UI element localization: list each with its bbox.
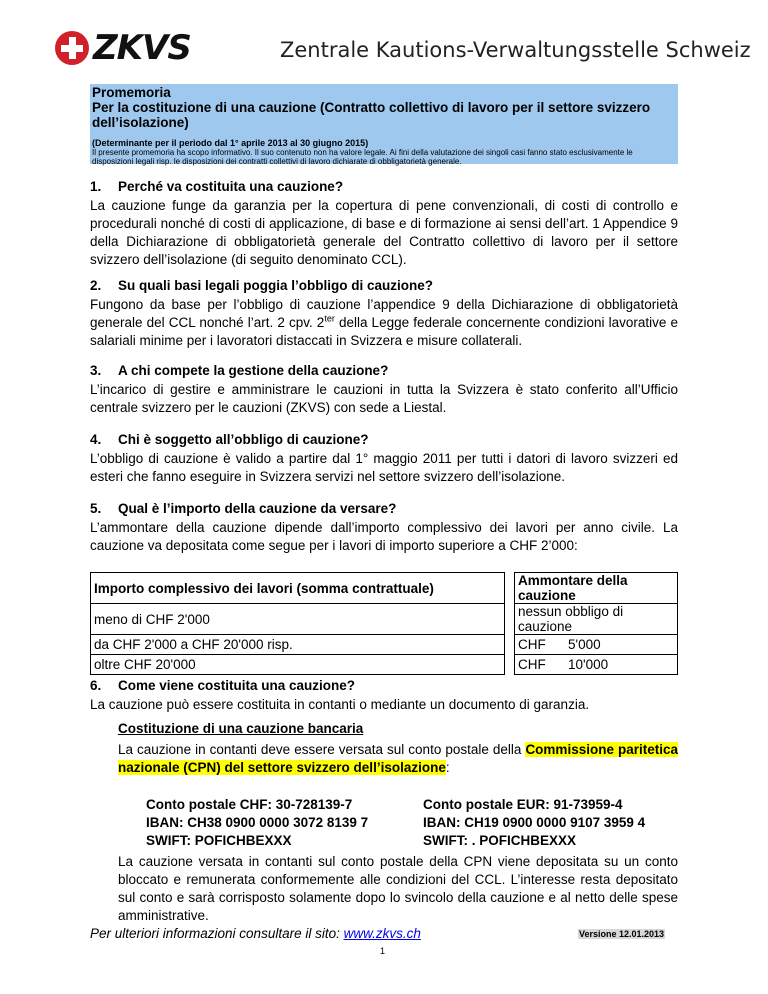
validity-period: (Determinante per il periodo dal 1° aprile 2013 al 30 giugno 2015) xyxy=(92,138,369,148)
superscript: ter xyxy=(324,313,335,324)
section-6-body: La cauzione può essere costituita in contanti o mediante un documento di garanzia. xyxy=(90,697,590,712)
logo-text: ZKVS xyxy=(93,28,191,68)
amount-cell xyxy=(514,655,678,675)
org-name: Zentrale Kautions-Verwaltungsstelle Schweiz xyxy=(280,38,751,62)
amount-value: 10'000 xyxy=(568,657,609,672)
section-1-body: La cauzione funge da garanzia per la copertura di pene convenzionali, di costi di controllo e procedurali nonché di costi di applicazione, di base e di formazione ai sensi dell’art. 1 Appendice 9 della Dichiarazione di obbligatorietà generale del Contratto collettivo di lavoro per il settore svizzero dell’isolazione (di seguito denominato CCL). xyxy=(90,198,678,267)
amount-cell: nessun obbligo di cauzione xyxy=(514,604,678,635)
section-1-heading xyxy=(90,179,343,195)
header-total-amount: Importo complessivo dei lavori (somma contrattuale) xyxy=(90,572,505,604)
section-title: Chi è soggetto all’obbligo di cauzione? xyxy=(118,432,369,447)
table-row xyxy=(90,604,678,635)
eur-swift: SWIFT: . POFICHBEXXX xyxy=(423,833,577,848)
eur-account-number: Conto postale EUR: 91-73959-4 xyxy=(423,797,623,812)
section-number: 2. xyxy=(90,278,102,293)
section-4-heading xyxy=(90,432,369,448)
amount-cell xyxy=(514,635,678,655)
section-title: Su quali basi legali poggia l’obbligo di cauzione? xyxy=(118,278,434,293)
eur-iban: IBAN: CH19 0900 0000 9107 3959 4 xyxy=(423,815,646,830)
highlighted-commission-name: Commissione paritetica nazionale (CPN) del settore svizzero dell’isolazione xyxy=(118,742,678,775)
section-number: 5. xyxy=(90,501,102,516)
section-3-heading xyxy=(90,363,388,379)
section-5-heading xyxy=(90,501,396,517)
section-5-body: L’ammontare della cauzione dipende dall’importo complessivo dei lavori per anno civile. La cauzione va depositata come segue per i lavori di importo superiore a CHF 2’000: xyxy=(90,520,678,553)
section-3-body: L’incarico di gestire e amministrare le cauzioni in tutta la Svizzera è stato conferito all’Ufficio centrale svizzero per le cauzioni (ZKVS) con sede a Liestal. xyxy=(90,382,678,415)
section-2-heading xyxy=(90,278,433,294)
section-title: Qual è l’importo della cauzione da versare? xyxy=(118,501,397,516)
footer-info xyxy=(90,926,421,941)
title-banner xyxy=(90,84,678,164)
section-title: Perché va costituita una cauzione? xyxy=(118,179,344,194)
section-number: 1. xyxy=(90,179,102,194)
body-text: della Legge federale concernente condizioni lavorative e salariali minime per i lavoratori distaccati in Svizzera e misure collaterali. xyxy=(90,315,679,348)
body-text: La cauzione in contanti deve essere versata sul conto postale della xyxy=(118,742,526,757)
section-number: 6. xyxy=(90,678,102,693)
swiss-cross-icon xyxy=(55,31,89,65)
bank-deposit-intro xyxy=(118,741,678,777)
amount-value: 5'000 xyxy=(568,637,601,652)
page-number: 1 xyxy=(380,946,386,956)
table-row xyxy=(90,655,678,675)
chf-account-block xyxy=(146,796,368,850)
footer-text: Per ulteriori informazioni consultare il sito: xyxy=(90,926,344,941)
section-number: 3. xyxy=(90,363,102,378)
section-number: 4. xyxy=(90,432,102,447)
table-row xyxy=(90,635,678,655)
range-cell: da CHF 2'000 a CHF 20'000 risp. xyxy=(90,635,505,655)
legal-disclaimer: Il presente promemoria ha scopo informativo. Il suo contenuto non ha valore legale. Ai fini della valutazione dei singoli casi fanno stato esclusivamente le disposizioni legali risp. le disposizioni dei contratti collettivi di lavoro dichiarate di obbligatorietà generale. xyxy=(92,148,633,166)
section-6-heading xyxy=(90,678,355,694)
currency: CHF xyxy=(518,637,546,652)
currency: CHF xyxy=(518,657,546,672)
website-link[interactable]: www.zkvs.ch xyxy=(343,926,421,941)
eur-account-block xyxy=(423,796,645,850)
range-cell: oltre CHF 20'000 xyxy=(90,655,505,675)
body-text: Fungono da base per l’obbligo di cauzione l’appendice 9 della Dichiarazione di obbligatorietà generale del CCL nonché l’art. 2 cpv. 2 xyxy=(90,297,678,330)
zkvs-logo xyxy=(55,30,200,66)
header-deposit-amount: Ammontare della cauzione xyxy=(514,572,678,604)
section-title: A chi compete la gestione della cauzione? xyxy=(118,363,389,378)
section-title: Come viene costituita una cauzione? xyxy=(118,678,356,693)
table-header-row xyxy=(90,572,678,604)
deposit-table xyxy=(90,572,678,675)
doc-subtitle: Per la costituzione di una cauzione (Contratto collettivo di lavoro per il settore svizzero dell’isolazione) xyxy=(92,100,651,130)
chf-account-number: Conto postale CHF: 30-728139-7 xyxy=(146,797,353,812)
body-text: : xyxy=(445,760,450,775)
deposit-note: La cauzione versata in contanti sul conto postale della CPN viene depositata su un conto bloccato e remunerata conformemente alle condizioni del CCL. L’interesse resta depositato sul conto e sarà corrisposto solamente dopo lo svincolo della cauzione e al netto delle spese amministrative. xyxy=(118,854,678,923)
range-cell: meno di CHF 2'000 xyxy=(90,604,505,635)
section-2-body xyxy=(90,296,678,350)
doc-title: Promemoria xyxy=(92,85,171,100)
chf-swift: SWIFT: POFICHBEXXX xyxy=(146,833,292,848)
chf-iban: IBAN: CH38 0900 0000 3072 8139 7 xyxy=(146,815,369,830)
version-label: Versione 12.01.2013 xyxy=(579,929,665,939)
bank-deposit-heading: Costituzione di una cauzione bancaria xyxy=(118,721,364,736)
section-4-body: L’obbligo di cauzione è valido a partire dal 1° maggio 2011 per tutti i datori di lavoro svizzeri ed esteri che fanno eseguire in Svizzera servizi nel settore svizzero dell’isolazione. xyxy=(90,451,678,484)
